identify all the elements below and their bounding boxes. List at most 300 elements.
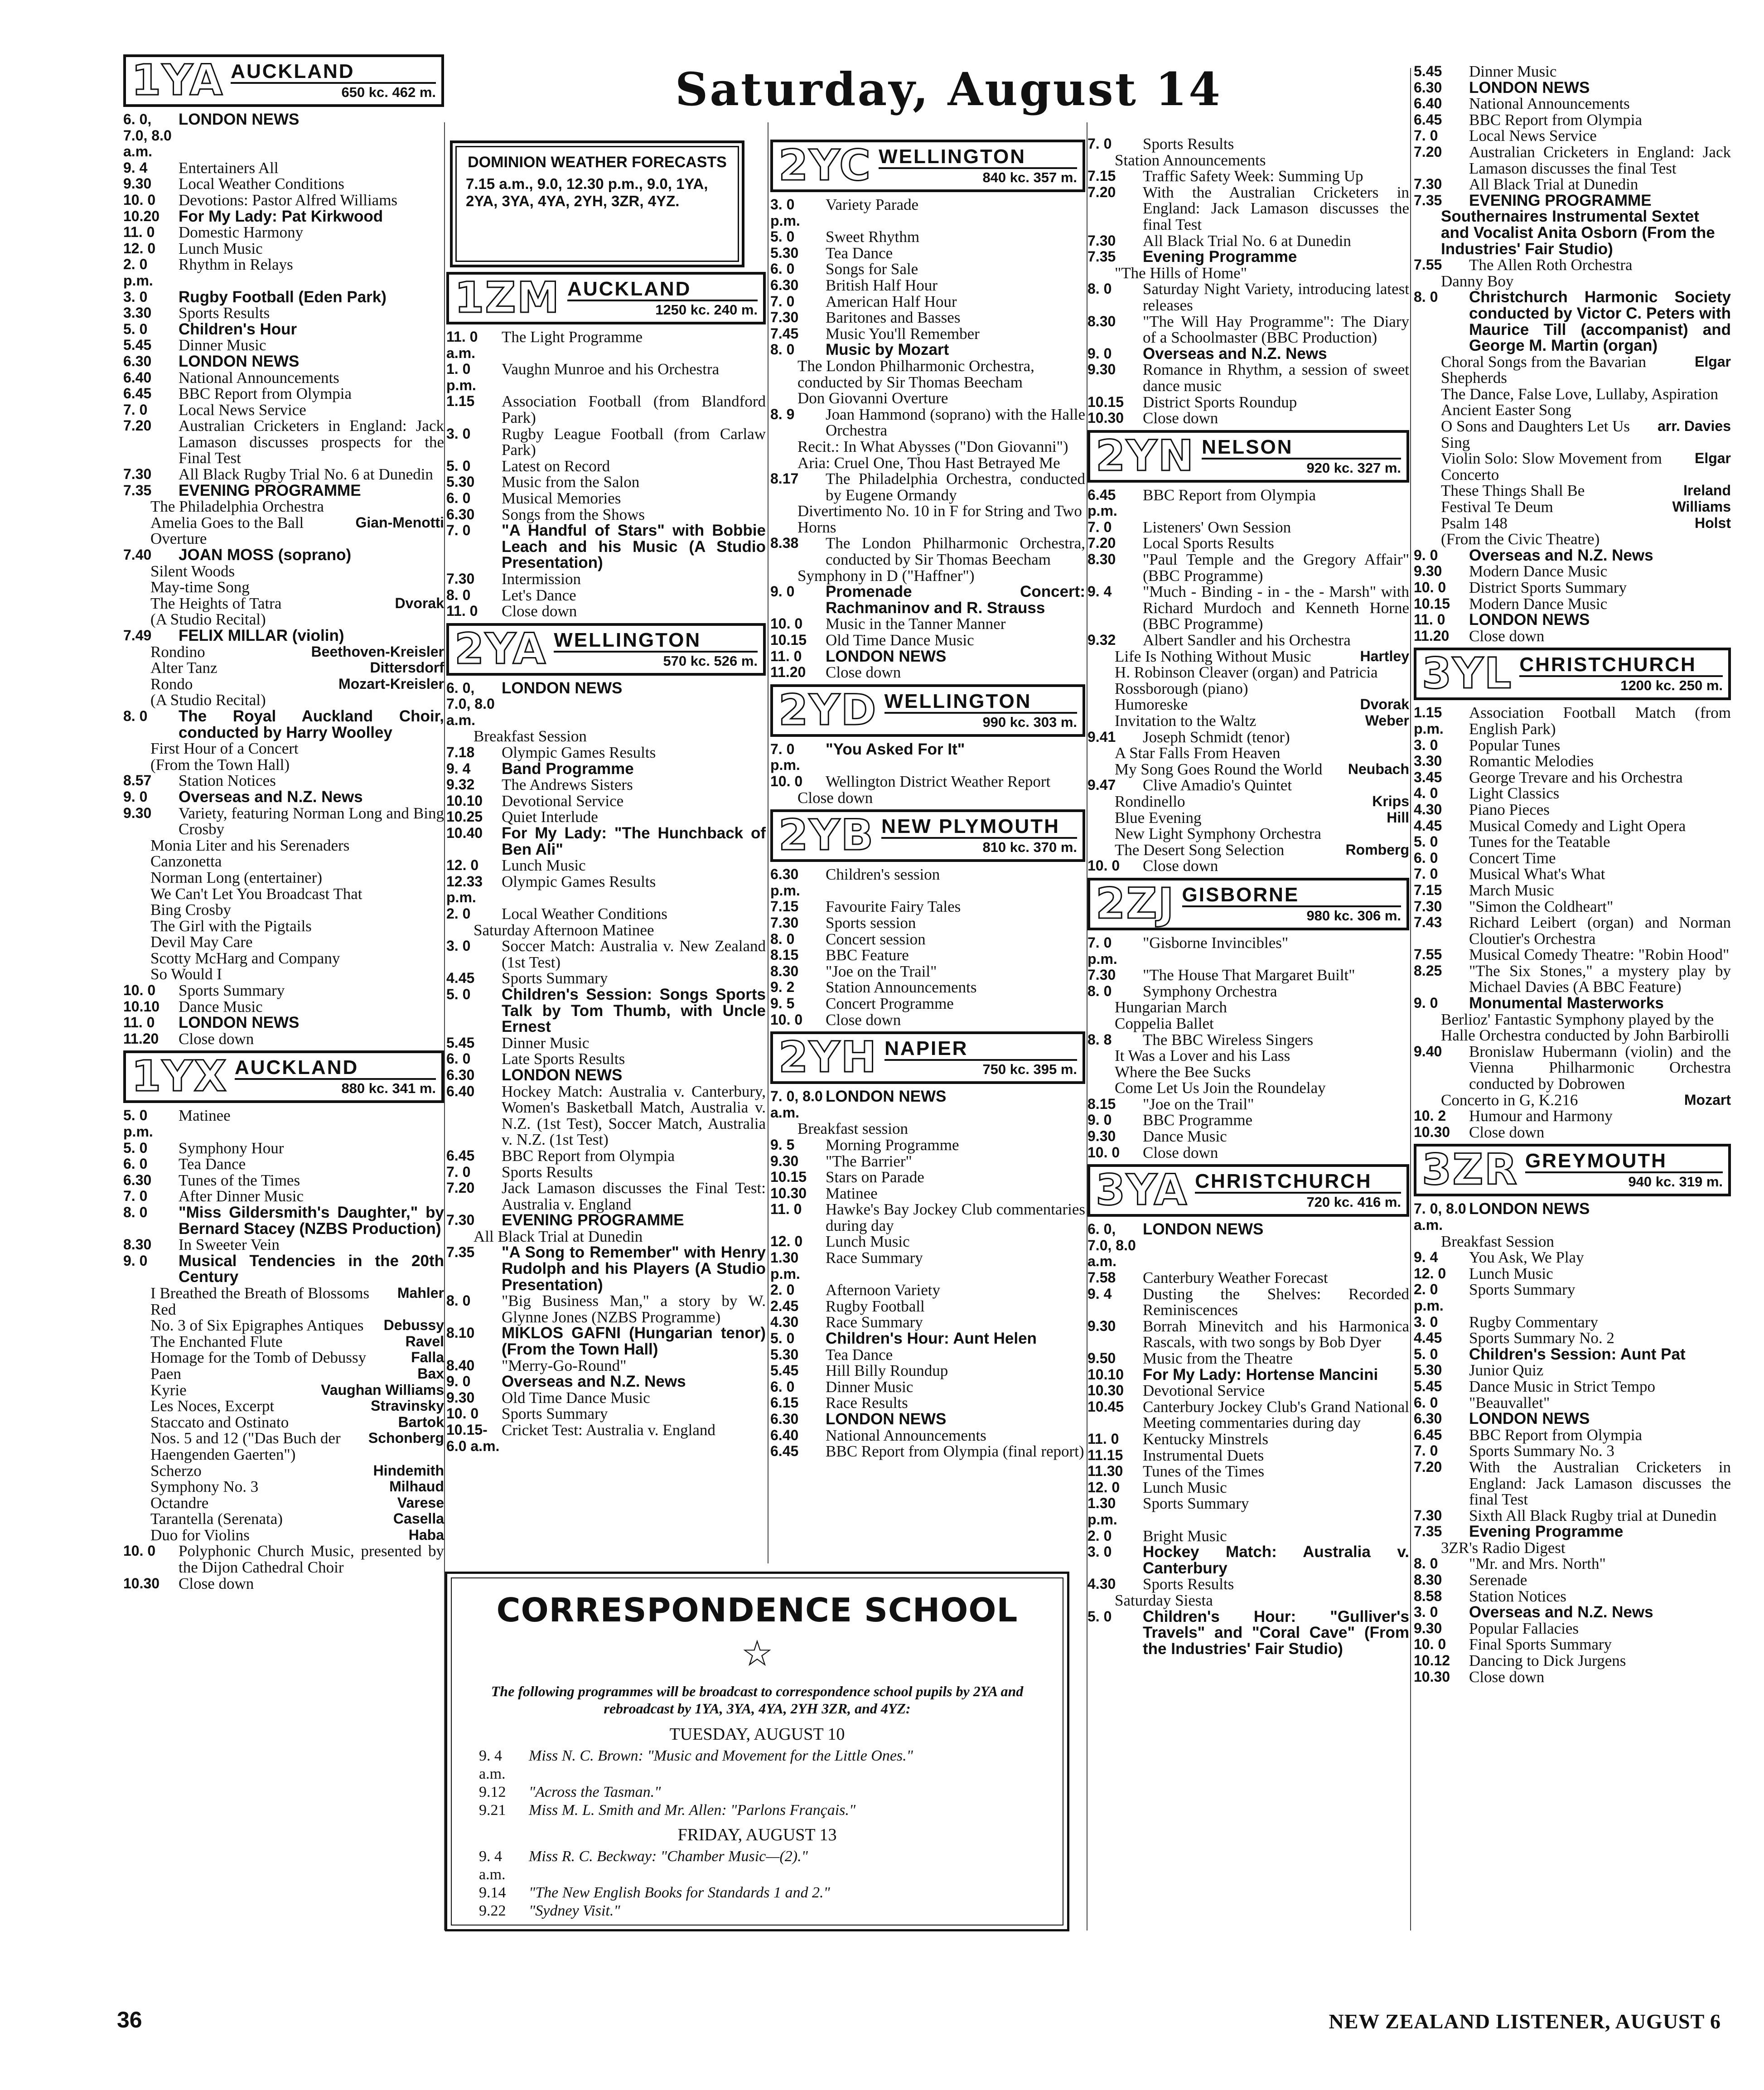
programme-title: Traffic Safety Week: Summing Up xyxy=(1143,167,1363,185)
programme-entry xyxy=(123,982,444,999)
programme-item xyxy=(1087,810,1409,826)
station-callsign: 1ZM xyxy=(454,273,561,323)
programme-time: 7.20 xyxy=(446,1180,475,1196)
page-footer: NEW ZEALAND LISTENER, AUGUST 6 xyxy=(1329,2010,1721,2033)
programme-title: Musical Comedy Theatre: "Robin Hood" xyxy=(1469,946,1730,964)
programme-entry xyxy=(1087,1495,1409,1528)
programme-entry xyxy=(1087,362,1409,394)
programme-title: Close down xyxy=(826,663,901,682)
programme-title: Morning Programme xyxy=(826,1136,959,1154)
column-rule xyxy=(1410,68,1411,1930)
programme-title: Promenade Concert: Rachmaninov and R. Strauss xyxy=(826,583,1085,617)
programme-title: Rugby Commentary xyxy=(1469,1313,1598,1331)
programme-entry xyxy=(123,483,444,499)
programme-item xyxy=(123,886,444,902)
programme-entry xyxy=(1087,1367,1409,1383)
programme-title: Musical Tendencies in the 20th Century xyxy=(179,1252,444,1286)
programme-entry xyxy=(1414,193,1731,209)
programme-entry xyxy=(1414,628,1731,644)
programme-entry xyxy=(1414,1266,1731,1282)
programme-note: Berlioz' Fantastic Symphony played by the Halle Orchestra conducted by John Barbirolli xyxy=(1441,1010,1730,1045)
programme-entry xyxy=(770,1298,1085,1315)
station-info xyxy=(1193,1167,1406,1214)
programme-time: 9. 0 xyxy=(123,1252,148,1269)
programme-time: 9.30 xyxy=(446,1389,475,1406)
programme-title: Lunch Music xyxy=(1469,1264,1553,1282)
programme-time: 9. 4 xyxy=(1414,1249,1438,1266)
programme-title: The Allen Roth Orchestra xyxy=(1469,256,1633,274)
item-title: Danny Boy xyxy=(1441,272,1514,290)
programme-title: Bright Music xyxy=(1143,1527,1227,1545)
programme-title: All Black Trial No. 6 at Dunedin xyxy=(1143,232,1351,250)
programme-title: Jack Lamason discusses the Final Test: Australia v. England xyxy=(502,1179,766,1213)
programme-time: 8.15 xyxy=(1087,1095,1116,1112)
programme-time: 7.30 xyxy=(770,309,799,326)
programme-entry xyxy=(770,261,1085,277)
correspondence-topic: Miss M. L. Smith and Mr. Allen: "Parlons Français." xyxy=(529,1802,856,1819)
programme-item xyxy=(770,439,1085,455)
programme-title: Musical Comedy and Light Opera xyxy=(1469,817,1686,835)
programme-title: Association Football (from Blandford Park) xyxy=(502,392,766,426)
programme-note: "The Hills of Home" xyxy=(1115,264,1247,282)
station-callsign: 2YC xyxy=(778,141,872,190)
programme-time: 10. 0 xyxy=(770,615,803,632)
programme-title: Devotions: Pastor Alfred Williams xyxy=(179,191,398,209)
programme-title: Stars on Parade xyxy=(826,1168,924,1186)
programme-time: 5. 0 xyxy=(123,320,148,337)
programme-time: 10.40 xyxy=(446,825,483,842)
programme-entry xyxy=(446,1212,766,1229)
programme-title: Children's Session: Songs Sports Talk by Tom Thumb, with Uncle Ernest xyxy=(502,985,766,1036)
correspondence-item xyxy=(479,1783,1035,1801)
programme-item xyxy=(123,1527,444,1543)
item-composer: Beethoven-Kreisler xyxy=(311,643,444,660)
item-title: The Desert Song Selection xyxy=(1115,841,1285,859)
programme-entry xyxy=(1087,983,1409,1000)
programme-entry xyxy=(770,664,1085,681)
programme-title: "A Song to Remember" with Henry Rudolph and his Players (A Studio Presentation) xyxy=(502,1243,766,1294)
programme-title: Matinee xyxy=(826,1184,878,1202)
programme-entry xyxy=(1414,1427,1731,1443)
programme-time: 6. 0 xyxy=(770,261,795,277)
programme-title: Devotional Service xyxy=(502,792,624,810)
item-composer: Haba xyxy=(408,1526,444,1543)
station-callsign: 1YA xyxy=(131,56,224,105)
programme-title: "The Barrier" xyxy=(826,1152,912,1170)
programme-entry xyxy=(1087,1286,1409,1318)
programme-title: Hawke's Bay Jockey Club commentaries during day xyxy=(826,1200,1085,1234)
programme-title: The Andrews Sisters xyxy=(502,776,633,794)
programme-entry xyxy=(770,471,1085,503)
programme-time: 11. 0 xyxy=(123,224,155,241)
programme-entry xyxy=(123,208,444,225)
programme-title: Serenade xyxy=(1469,1571,1527,1589)
programme-time: 7.20 xyxy=(1414,1458,1442,1475)
programme-item xyxy=(123,611,444,628)
programme-entry xyxy=(123,1576,444,1592)
programme-entry xyxy=(770,1314,1085,1330)
item-title: Aria: Cruel One, Thou Hast Betrayed Me xyxy=(797,454,1060,472)
item-title: First Hour of a Concert xyxy=(150,740,299,758)
station-header xyxy=(1087,1164,1409,1217)
programme-time: 8. 0 xyxy=(123,1204,148,1220)
programme-title: Australian Cricketers in England: Jack Lamason discusses the final Test xyxy=(1469,143,1731,177)
programme-title: Sports Results xyxy=(1143,135,1234,153)
programme-title: Close down xyxy=(1469,1668,1545,1686)
programme-title: Entertainers All xyxy=(179,159,279,177)
programme-time: 9. 0 xyxy=(1087,1112,1112,1128)
programme-title: Dinner Music xyxy=(502,1034,590,1052)
item-composer: Dvorak xyxy=(1360,696,1409,713)
programme-entry xyxy=(123,289,444,305)
programme-title: Instrumental Duets xyxy=(1143,1446,1264,1464)
programme-time: 7. 0 xyxy=(446,1163,471,1180)
programme-time: 12. 0 xyxy=(770,1233,803,1250)
programme-time: 3. 0 xyxy=(1414,736,1438,753)
programme-entry xyxy=(1087,1145,1409,1161)
programme-title: Concert Programme xyxy=(826,994,954,1012)
programme-title: Saturday Night Variety, introducing latest releases xyxy=(1143,280,1409,314)
programme-time: 9.32 xyxy=(1087,632,1116,648)
programme-title: Variety, featuring Norman Long and Bing Crosby xyxy=(179,804,444,838)
item-title: Duo for Violins xyxy=(150,1526,250,1544)
programme-item xyxy=(123,595,444,612)
programme-title: Musical Memories xyxy=(502,489,621,507)
programme-time: 6.30 xyxy=(770,1411,799,1427)
programme-entry xyxy=(1414,802,1731,818)
programme-item xyxy=(1414,273,1731,290)
programme-time: 5. 0 xyxy=(446,986,471,1002)
station-header xyxy=(770,684,1085,737)
programme-note: All Black Trial at Dunedin xyxy=(474,1227,643,1245)
programme-time: 4.45 xyxy=(1414,1330,1442,1346)
programme-time: 12. 0 xyxy=(446,857,479,874)
programme-entry xyxy=(1414,914,1731,947)
programme-item xyxy=(770,568,1085,584)
programme-entry xyxy=(1087,1463,1409,1480)
programme-title: Sports Summary xyxy=(502,1405,608,1423)
station-callsign: 3ZR xyxy=(1422,1145,1518,1195)
programme-note: Saturday Siesta xyxy=(1115,1591,1213,1609)
programme-time: 2. 0 p.m. xyxy=(1414,1281,1444,1314)
programme-title: Borrah Minevitch and his Harmonica Rascals, with two songs by Bob Dyer xyxy=(1143,1317,1409,1351)
programme-note: Scotty McHarg and Company xyxy=(150,949,340,967)
programme-item xyxy=(123,1366,444,1382)
programme-time: 11. 0 xyxy=(770,648,802,664)
programme-time: 10.20 xyxy=(123,208,160,224)
programme-entry xyxy=(446,1084,766,1148)
programme-entry xyxy=(446,507,766,523)
programme-time: 6.40 xyxy=(446,1083,475,1099)
programme-time: 2. 0 xyxy=(770,1282,795,1298)
programme-time: 10.15-6.0 a.m. xyxy=(446,1422,500,1454)
programme-entry xyxy=(770,741,1085,774)
programme-title: National Announcements xyxy=(179,368,339,387)
programme-entry xyxy=(123,1205,444,1237)
station-info xyxy=(883,1034,1083,1081)
programme-time: 6. 0, 7.0, 8.0 a.m. xyxy=(123,111,172,160)
programme-entry xyxy=(1414,995,1731,1011)
programme-entry xyxy=(446,490,766,507)
programme-title: Tunes of the Times xyxy=(179,1171,300,1189)
correspondence-day: FRIDAY, AUGUST 13 xyxy=(677,1825,837,1844)
programme-entry xyxy=(1414,176,1731,193)
programme-entry xyxy=(1414,769,1731,786)
programme-title: Concert Time xyxy=(1469,849,1556,867)
station-info xyxy=(1523,1147,1728,1194)
station-frequency: 650 kc. 462 m. xyxy=(341,84,436,100)
programme-time: 8.38 xyxy=(770,535,799,552)
programme-title: Sweet Rhythm xyxy=(826,228,920,246)
programme-entry xyxy=(123,1237,444,1253)
programme-title: "Much - Binding - in - the - Marsh" with Richard Murdoch and Kenneth Horne (BBC Programme) xyxy=(1143,583,1409,633)
programme-item xyxy=(1087,842,1409,858)
programme-time: 10. 0 xyxy=(1087,857,1120,874)
programme-note: H. Robinson Cleaver (organ) and Patricia Rossborough (piano) xyxy=(1115,663,1378,697)
programme-entry xyxy=(770,1282,1085,1298)
programme-item xyxy=(1087,793,1409,810)
station-callsign: 3YA xyxy=(1096,1166,1188,1215)
programme-title: District Sports Roundup xyxy=(1143,393,1297,411)
programme-title: Dance Music xyxy=(179,997,263,1016)
item-title: (A Studio Recital) xyxy=(150,691,266,709)
programme-entry xyxy=(1414,63,1731,80)
programme-time: 7.30 xyxy=(770,914,799,931)
programme-entry xyxy=(770,931,1085,948)
programme-title: District Sports Summary xyxy=(1469,579,1627,596)
programme-time: 12.33 p.m. xyxy=(446,873,483,906)
programme-time: 10. 2 xyxy=(1414,1108,1446,1124)
programme-title: Modern Dance Music xyxy=(1469,562,1608,581)
programme-title: Station Notices xyxy=(179,772,276,790)
correspondence-time: 9.14 xyxy=(479,1884,506,1901)
programme-title: BBC Report from Olympia xyxy=(1469,1426,1643,1444)
programme-time: 6.45 xyxy=(446,1147,475,1164)
programme-time: 10.45 xyxy=(1087,1398,1124,1415)
programme-entry xyxy=(1414,1508,1731,1524)
programme-title: For My Lady: "The Hunchback of Ben Ali" xyxy=(502,824,766,858)
item-composer: Bax xyxy=(417,1365,444,1382)
programme-time: 7.15 xyxy=(1087,168,1116,184)
programme-entry xyxy=(1087,1128,1409,1145)
programme-time: 8.17 xyxy=(770,470,799,487)
programme-entry xyxy=(1414,144,1731,176)
item-title: Nos. 5 and 12 ("Das Buch der Haengenden Gaerten") xyxy=(150,1429,341,1463)
item-composer: Hindemith xyxy=(373,1462,444,1479)
programme-entry xyxy=(123,773,444,789)
programme-time: 11. 0 xyxy=(1087,1430,1119,1447)
programme-entry xyxy=(446,1293,766,1325)
programme-entry xyxy=(1087,1270,1409,1286)
programme-title: BBC Report from Olympia xyxy=(1143,486,1316,504)
programme-title: Afternoon Variety xyxy=(826,1281,941,1299)
programme-item xyxy=(123,1414,444,1431)
programme-title: Children's Hour: Aunt Helen xyxy=(826,1330,1037,1348)
programme-entry xyxy=(446,745,766,761)
item-composer: Varese xyxy=(397,1494,444,1511)
programme-time: 3. 0 xyxy=(446,938,471,954)
programme-title: Lunch Music xyxy=(826,1233,910,1251)
programme-time: 7. 0 xyxy=(1414,127,1438,144)
item-title: Festival Te Deum xyxy=(1441,498,1553,516)
programme-title: Musical What's What xyxy=(1469,865,1605,883)
programme-note: Breakfast Session xyxy=(474,727,587,745)
programme-time: 10.10 xyxy=(1087,1366,1124,1383)
programme-title: Humour and Harmony xyxy=(1469,1107,1613,1125)
programme-entry xyxy=(1414,547,1731,564)
programme-item xyxy=(123,1430,444,1462)
programme-time: 8.15 xyxy=(770,947,799,963)
programme-title: March Music xyxy=(1469,881,1554,899)
programme-entry xyxy=(1414,1282,1731,1314)
programme-entry xyxy=(770,535,1085,567)
programme-title: Joseph Schmidt (tenor) xyxy=(1143,728,1290,746)
programme-title: Albert Sandler and his Orchestra xyxy=(1143,631,1351,649)
programme-title: Junior Quiz xyxy=(1469,1361,1544,1379)
programme-item xyxy=(1414,515,1731,532)
programme-time: 9. 4 xyxy=(1087,1285,1112,1302)
programme-title: Close down xyxy=(1469,1123,1545,1141)
programme-time: 5.45 xyxy=(123,337,152,353)
programme-entry xyxy=(123,999,444,1015)
programme-title: LONDON NEWS xyxy=(502,679,623,697)
programme-title: Local Weather Conditions xyxy=(179,175,344,193)
programme-time: 5.30 xyxy=(770,244,799,261)
programme-title: Australian Cricketers in England: Jack Lamason discusses prospects for the Final Test xyxy=(179,417,444,467)
programme-time: 1.15 p.m. xyxy=(1414,704,1444,737)
programme-time: 9.30 xyxy=(123,804,152,821)
programme-title: Close down xyxy=(1469,627,1545,645)
programme-time: 7.35 xyxy=(123,482,152,498)
programme-entry xyxy=(1087,1383,1409,1399)
programme-entry xyxy=(1414,1362,1731,1379)
item-composer: Casella xyxy=(393,1510,444,1527)
item-title: Where the Bee Sucks xyxy=(1115,1063,1251,1081)
programme-title: Intermission xyxy=(502,570,581,588)
programme-entry xyxy=(770,1411,1085,1427)
programme-entry xyxy=(446,970,766,987)
programme-entry xyxy=(770,1153,1085,1170)
programme-item xyxy=(1087,697,1409,713)
station-callsign: 3YL xyxy=(1422,649,1513,699)
programme-entry xyxy=(1414,580,1731,596)
programme-entry xyxy=(446,1148,766,1164)
programme-time: 9.40 xyxy=(1414,1043,1442,1060)
programme-title: Devotional Service xyxy=(1143,1382,1265,1400)
programme-time: 7.35 xyxy=(1087,248,1116,265)
programme-entry xyxy=(1414,289,1731,353)
programme-title: "Simon the Coldheart" xyxy=(1469,897,1614,915)
programme-item xyxy=(1087,1080,1409,1096)
programme-title: Overseas and N.Z. News xyxy=(502,1373,686,1391)
programme-entry xyxy=(770,1347,1085,1363)
programme-time: 10.15 xyxy=(1414,595,1450,612)
programme-entry xyxy=(1087,935,1409,967)
station-info xyxy=(1200,433,1406,480)
programme-time: 10.10 xyxy=(446,792,483,809)
programme-entry xyxy=(1414,850,1731,866)
weather-forecast-box xyxy=(450,140,744,267)
programme-title: Hockey Match: Australia v. Canterbury xyxy=(1143,1543,1409,1577)
programme-entry xyxy=(1414,257,1731,273)
programme-title: Hill Billy Roundup xyxy=(826,1362,948,1380)
programme-time: 10.25 xyxy=(446,808,483,825)
programme-entry xyxy=(123,402,444,418)
programme-title: Songs from the Shows xyxy=(502,505,645,523)
programme-entry xyxy=(1414,1379,1731,1395)
column-4 xyxy=(1087,136,1409,1657)
station-header xyxy=(446,623,766,676)
programme-entry xyxy=(123,176,444,192)
programme-entry xyxy=(1414,1044,1731,1092)
item-title: Invitation to the Waltz xyxy=(1115,712,1257,730)
programme-title: Old Time Dance Music xyxy=(502,1388,650,1407)
programme-item xyxy=(770,390,1085,406)
item-title: Kyrie xyxy=(150,1381,187,1399)
programme-note: 3ZR's Radio Digest xyxy=(1441,1538,1566,1557)
programme-title: George Trevare and his Orchestra xyxy=(1469,768,1683,786)
station-city: GISBORNE xyxy=(1182,885,1401,907)
programme-entry xyxy=(770,774,1085,790)
programme-title: Sports Results xyxy=(502,1163,593,1181)
programme-time: 8. 0 xyxy=(1414,289,1438,305)
programme-entry xyxy=(770,947,1085,963)
programme-entry xyxy=(123,353,444,370)
programme-entry xyxy=(446,603,766,619)
programme-title: Wellington District Weather Report xyxy=(826,773,1051,790)
programme-time: 5.45 xyxy=(1414,1378,1442,1394)
programme-entry xyxy=(1087,1544,1409,1576)
station-callsign: 2YH xyxy=(778,1033,878,1083)
programme-note: The London Philharmonic Orchestra, conducted by Sir Thomas Beecham xyxy=(797,357,1034,391)
item-title: Hungarian March xyxy=(1115,998,1227,1016)
programme-time: 7. 0 xyxy=(446,522,471,539)
station-city: NELSON xyxy=(1202,437,1401,460)
programme-title: Race Summary xyxy=(826,1313,923,1331)
star-icon: ☆ xyxy=(741,1634,773,1674)
item-title: Symphony No. 3 xyxy=(150,1478,259,1496)
programme-time: 4.45 xyxy=(446,970,475,987)
programme-entry xyxy=(123,708,444,740)
programme-time: 5.30 xyxy=(1414,1362,1442,1379)
item-title: O Sons and Daughters Let Us Sing xyxy=(1441,417,1630,451)
programme-title: BBC Report from Olympia xyxy=(502,1147,675,1165)
item-title: I Breathed the Breath of Blossoms Red xyxy=(150,1284,370,1318)
programme-title: Olympic Games Results xyxy=(502,744,656,762)
programme-note: New Light Symphony Orchestra xyxy=(1115,825,1321,843)
station-frequency: 840 kc. 357 m. xyxy=(982,169,1077,185)
programme-entry xyxy=(1087,1112,1409,1128)
station-city: AUCKLAND xyxy=(231,61,436,84)
correspondence-item xyxy=(479,1884,1035,1902)
correspondence-school-box xyxy=(445,1572,1069,1931)
programme-time: 10.30 xyxy=(123,1575,160,1592)
programme-time: 10. 0 xyxy=(770,773,803,789)
programme-item xyxy=(770,503,1085,535)
item-composer: Romberg xyxy=(1345,841,1409,858)
programme-time: 9. 0 xyxy=(770,583,795,600)
programme-entry xyxy=(1087,281,1409,313)
correspondence-intro: The following programmes will be broadcast to correspondence school pupils by 2YA and rebroadcast by 1YA, 3YA, 4YA, 2YH 3ZR, and 4YZ: xyxy=(491,1683,1024,1717)
programme-title: Cricket Test: Australia v. England xyxy=(502,1421,715,1439)
programme-item xyxy=(1087,1048,1409,1064)
programme-time: 8. 0 xyxy=(1087,281,1112,297)
programme-time: 3. 0 xyxy=(1414,1313,1438,1330)
programme-title: "Gisborne Invincibles" xyxy=(1143,934,1289,952)
programme-item xyxy=(123,692,444,708)
programme-time: 7.35 xyxy=(1414,1523,1442,1540)
station-info xyxy=(565,275,763,322)
